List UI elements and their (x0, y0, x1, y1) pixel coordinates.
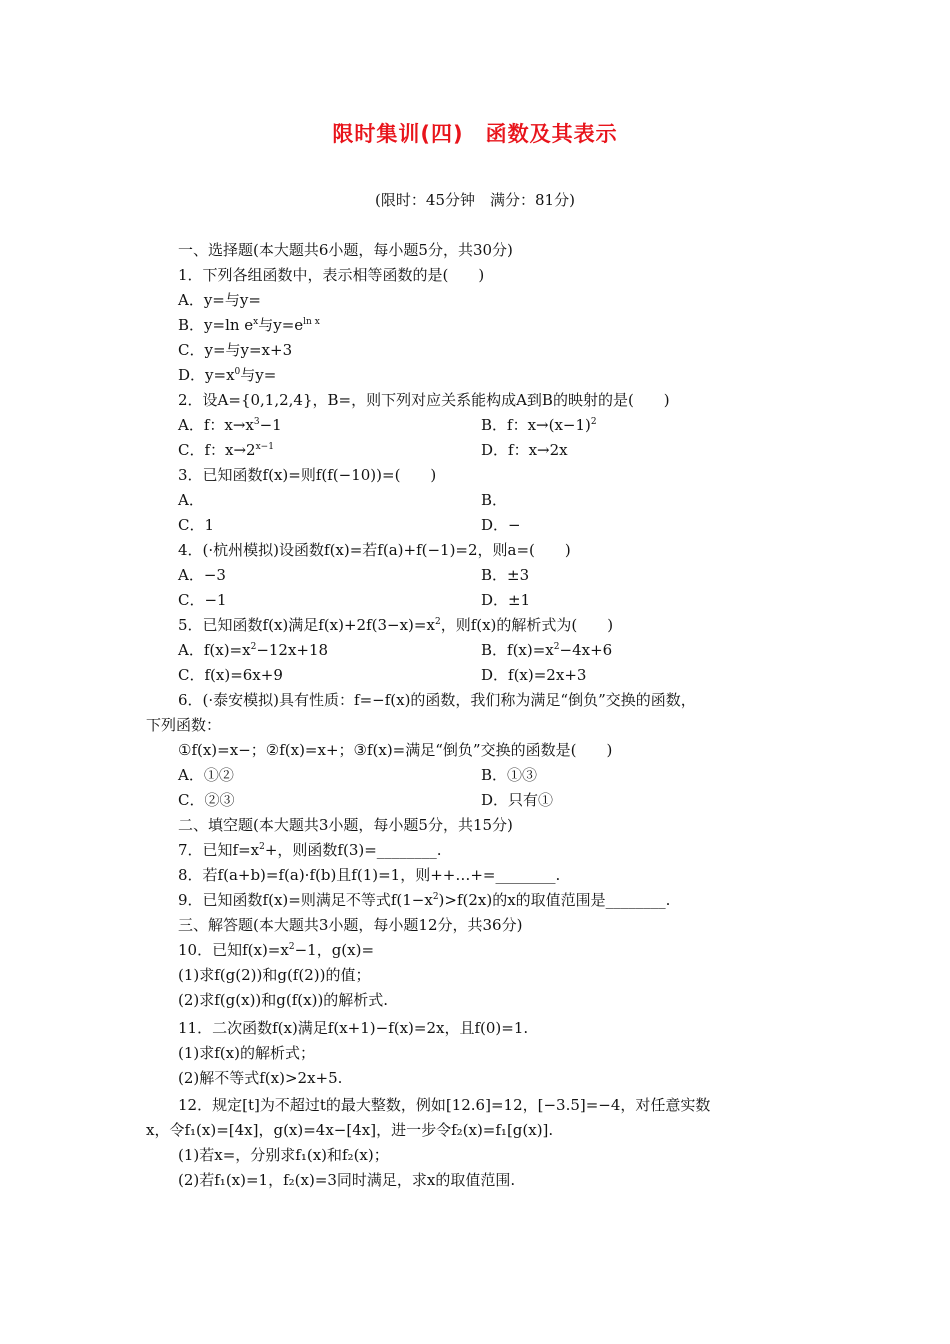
q5-option-b: B．$f(x)=x^2-4x+6$ (481, 641, 613, 659)
q3-stem: 3．已知函数f(x)=则f(f(−10))=( ) (178, 466, 437, 484)
q2-option-b: B．f：$x\to(x-1)^2$ (481, 416, 597, 434)
q12-stem: 12．规定[t]为不超过t的最大整数，例如[12.6]=12，[−3.5]=−4，对任意实数 (178, 1096, 711, 1114)
q4-option-d: D．±1 (481, 591, 531, 609)
q6-option-d: D．只有① (481, 791, 554, 809)
q7-stem: 7．已知$f=x^2+$，则函数f(3)=________. (178, 841, 442, 859)
q8-stem: 8．若f(a+b)=f(a)·f(b)且f(1)=1，则++…+=________. (178, 866, 561, 884)
q4-option-c: C．−1 (178, 591, 227, 609)
q1-option-b: B．y=ln $e^x$与$y=e^{ln x}$ (178, 316, 320, 334)
time-limit-info: (限时：45分钟 满分：81分) (375, 191, 575, 209)
q10-part-1: (1)求f(g(2))和g(f(2))的值； (178, 966, 371, 984)
q11-part-1: (1)求f(x)的解析式； (178, 1044, 315, 1062)
q1-stem: 1．下列各组函数中，表示相等函数的是( ) (178, 266, 485, 284)
q3-option-a: A． (178, 491, 204, 509)
q3-option-b: B． (481, 491, 508, 509)
q9-stem: 9．已知函数f(x)=则满足不等式$f(1-x^2)>f(2x)$的x的取值范围是________. (178, 891, 671, 909)
q6-option-a: A．①② (178, 766, 234, 784)
q10-part-2: (2)求f(g(x))和g(f(x))的解析式. (178, 991, 389, 1009)
q6-function-list: ①f(x)=x−；②f(x)=x+；③f(x)=满足“倒负”交换的函数是( ) (178, 741, 613, 759)
q3-option-d: D．− (481, 516, 521, 534)
q4-option-a: A．−3 (178, 566, 226, 584)
q1-option-d: D．$y=x^0$与y= (178, 366, 277, 384)
q11-part-2: (2)解不等式f(x)>2x+5. (178, 1069, 343, 1087)
q10-stem: 10．已知$f(x)=x^2-1$，g(x)= (178, 941, 375, 959)
q5-option-a: A．$f(x)=x^2-12x+18$ (178, 641, 329, 659)
q2-option-a: A．f：$x\to x^3-1$ (178, 416, 282, 434)
page-title: 限时集训(四) 函数及其表示 (332, 122, 618, 146)
q2-option-c: C．f：$x\to 2^{x-1}$ (178, 441, 274, 459)
q4-stem: 4．(·杭州模拟)设函数f(x)=若f(a)+f(−1)=2，则a=( ) (178, 541, 571, 559)
q2-option-d: D．f：x→2x (481, 441, 568, 459)
section-heading-solutions: 三、解答题(本大题共3小题，每小题12分，共36分) (178, 916, 523, 934)
q12-part-2: (2)若f₁(x)=1，f₂(x)=3同时满足，求x的取值范围. (178, 1171, 516, 1189)
section-heading-choice: 一、选择题(本大题共6小题，每小题5分，共30分) (178, 241, 513, 259)
q6-stem: 6．(·泰安模拟)具有性质：f=−f(x)的函数，我们称为满足“倒负”交换的函数， (178, 691, 696, 709)
q4-option-b: B．±3 (481, 566, 530, 584)
q2-stem: 2．设A={0,1,2,4}，B=，则下列对应关系能构成A到B的映射的是( ) (178, 391, 670, 409)
q1-option-c: C．y=与y=x+3 (178, 341, 293, 359)
q6-stem-continued: 下列函数： (146, 716, 222, 734)
q5-stem: 5．已知函数f(x)满足$f(x)+2f(3-x)=x^2$，则f(x)的解析式为( ) (178, 616, 614, 634)
q5-option-c: C．f(x)=6x+9 (178, 666, 283, 684)
section-heading-fill-in: 二、填空题(本大题共3小题，每小题5分，共15分) (178, 816, 513, 834)
q3-option-c: C．1 (178, 516, 215, 534)
q5-option-d: D．f(x)=2x+3 (481, 666, 587, 684)
q12-stem-continued: x，令f₁(x)=[4x]，g(x)=4x−[4x]，进一步令f₂(x)=f₁[g(x)]. (146, 1121, 554, 1139)
q6-option-c: C．②③ (178, 791, 235, 809)
q1-option-a: A．y=与y= (178, 291, 261, 309)
q6-option-b: B．①③ (481, 766, 538, 784)
q11-stem: 11．二次函数f(x)满足f(x+1)−f(x)=2x，且f(0)=1. (178, 1019, 529, 1037)
q12-part-1: (1)若x=，分别求f₁(x)和f₂(x)； (178, 1146, 389, 1164)
